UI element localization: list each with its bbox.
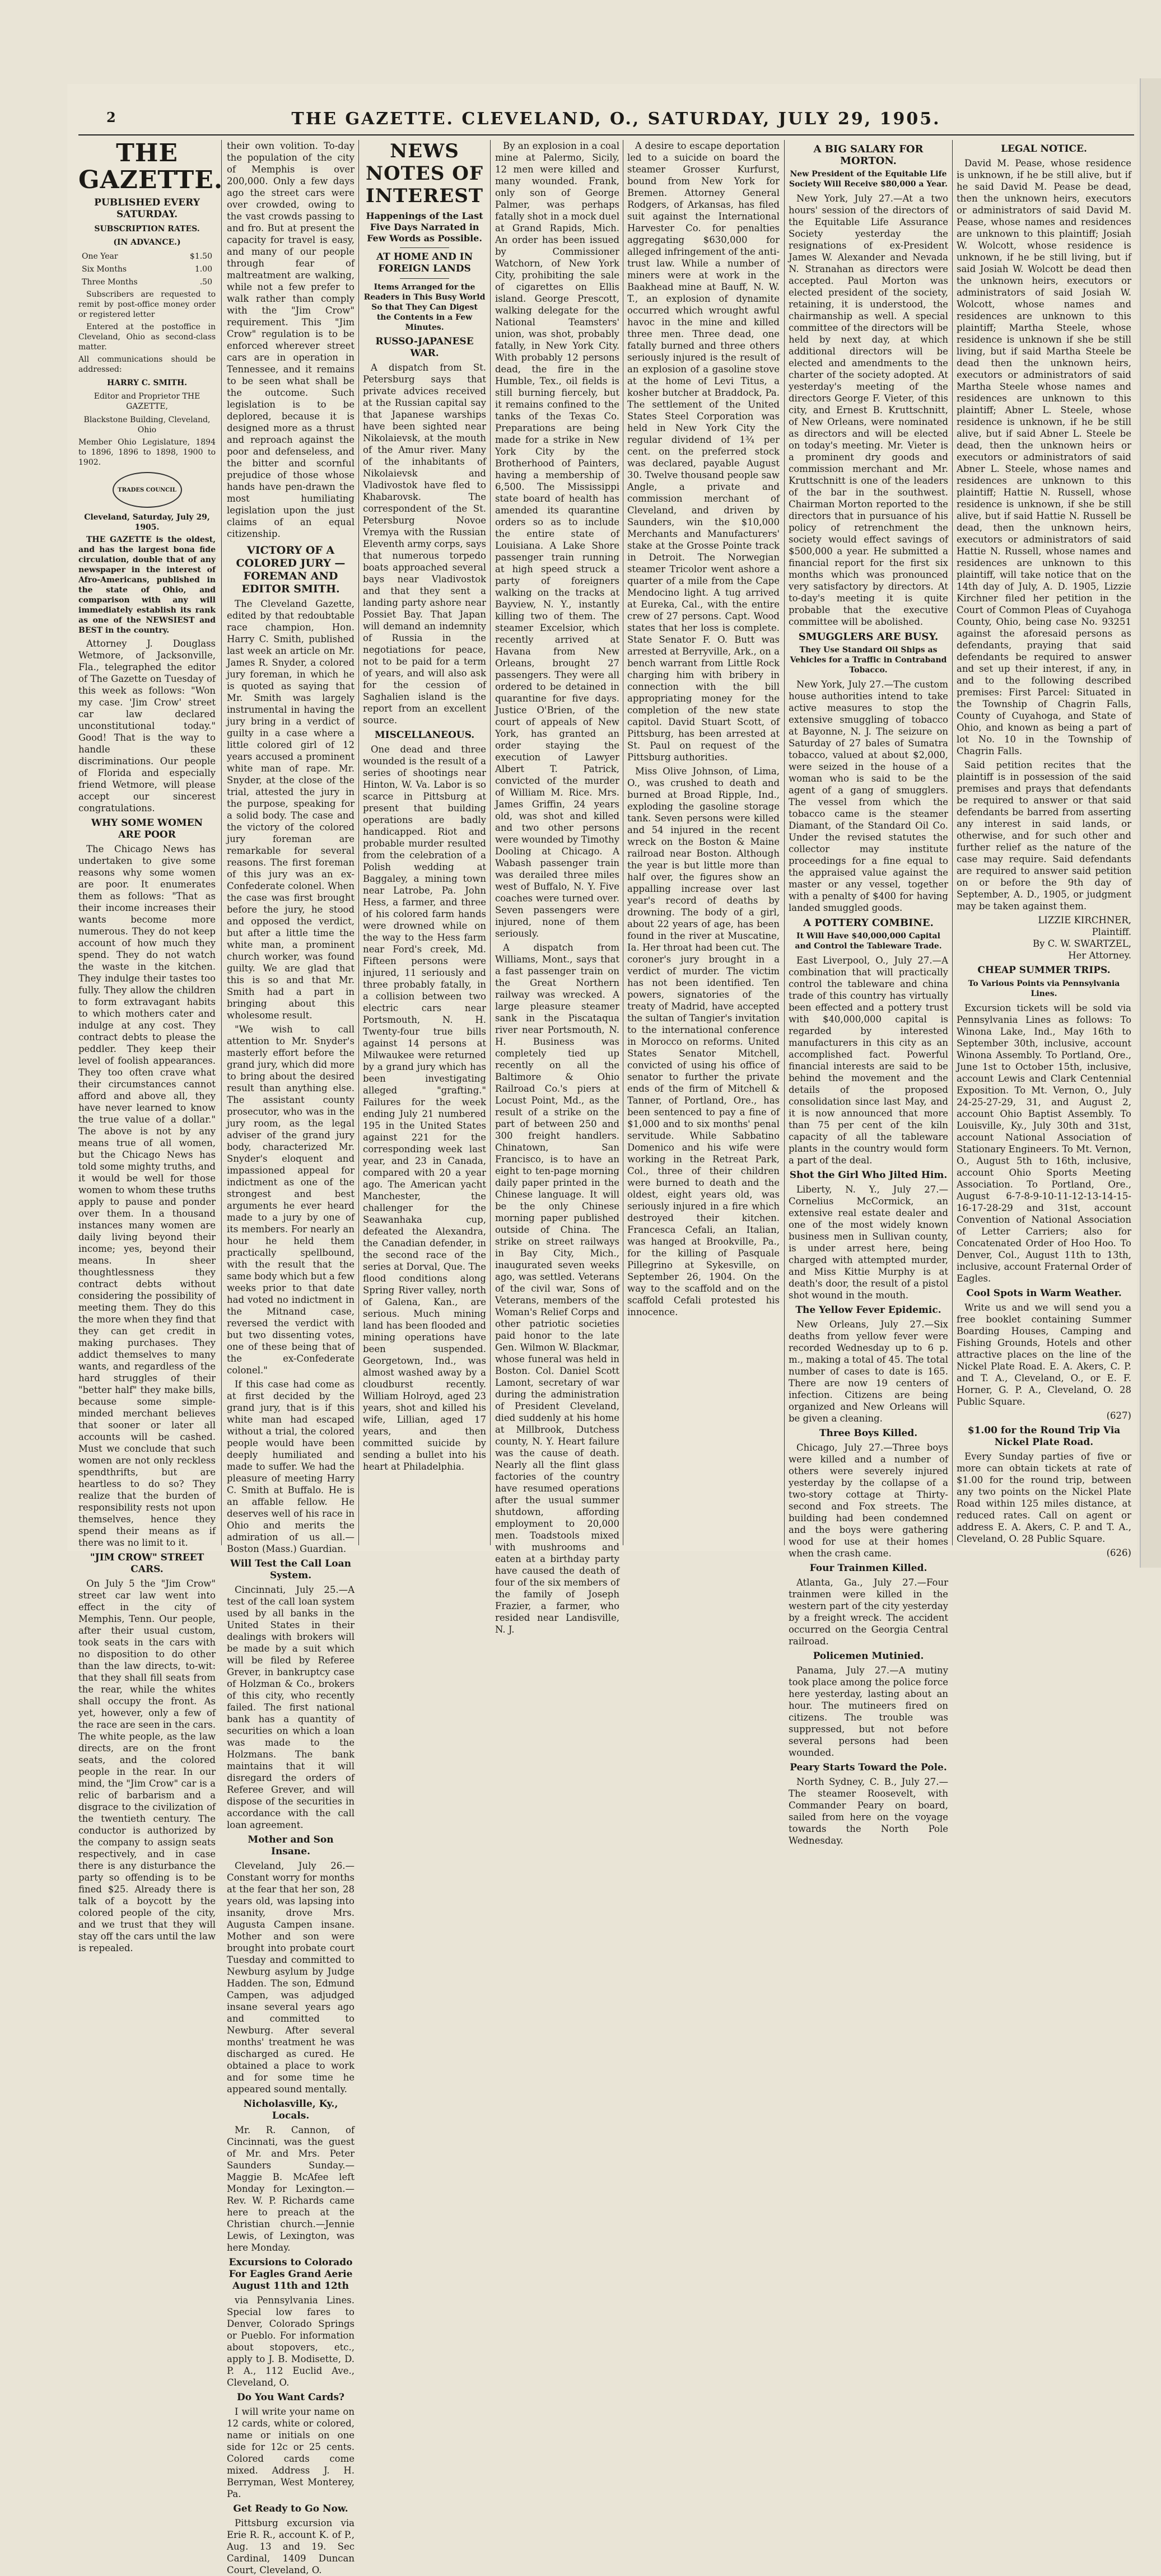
column-2 (227, 140, 355, 2575)
article-round-trip: Every Sunday parties of five or more can obtain tickets at rate of $1.00 for the round trip, between any two points on the Nickel Plate Road within 125 miles distance, at reduced rates. Call on agent or address E. A. Akers, C. P. and T. A., Cleveland, O. 28 Public Square. (957, 1451, 1131, 1544)
round-trip-heading: $1.00 for the Round Trip Via Nickel Plate Road. (967, 1425, 1121, 1448)
news-notes-deck: Happenings of the Last Five Days Narrated in Few Words as Possible. (366, 211, 483, 244)
sig-name: LIZZIE KIRCHNER, (1038, 915, 1131, 925)
column-7 (957, 140, 1131, 1558)
loan-heading: Will Test the Call Loan System. (230, 1558, 351, 1581)
nicholasville-heading: Nicholasville, Ky., Locals. (243, 2098, 338, 2121)
article-summer: Excursion tickets will be sold via Pennsylvania Lines as follows: To Winona Lake, Ind., May 16th to September 30th, inclusive, account Winona Assembly. To Portland, Ore., June 1st to October 15th, inclusive, account Lewis and Clark Centennial Exposition. To Mt. Vernon, O., July 24-25-27-29, 31, and August 2, account Ohio Baptist Assembly. To Louisville, Ky., July 30th and 31st, account National Association of Stationary Engineers. To Mt. Vernon, O., August 5th to 16th, inclusive, account Ohio Sports Meeting Association. To Portland, Ore., August 6-7-8-9-10-11-12-13-14-15-16-17-28-29 and 31st, account Convention of National Association of Letter Carriers; also for Concatenated Order of Hoo Hoo. To Denver, Col., August 11th to 13th, inclusive, account Fraternal Order of Eagles. (957, 1003, 1131, 1284)
shot-heading: Shot the Girl Who Jilted Him. (789, 1170, 948, 1181)
summer-heading: CHEAP SUMMER TRIPS. (977, 965, 1111, 976)
subscribers-note: Subscribers are requested to remit by post-office money order or registered letter (78, 290, 216, 319)
published-line: PUBLISHED EVERY SATURDAY. (94, 197, 200, 220)
article-peary: North Sydney, C. B., July 27.—The steamer Roosevelt, with Commander Peary on board, sailed from here on the voyage towards the North Pole Wednesday. (789, 1776, 948, 1846)
excursion-heading: Excursions to Colorado For Eagles Grand Aerie August 11th and 12th (229, 2257, 353, 2292)
article-smugglers: New York, July 27.—The custom house authorities intend to take active measures to stop the extensive smuggling of tobacco at Bayonne, N. J. The seizure on Saturday of 27 bales of Sumatra tobacco, valued at about $2,000, were seized in the house of a woman who is said to be the agent of a gang of smugglers. The vessel from which the tobacco came is the steamer Diamant, of the Standard Oil Co. Under the revised statutes the collector may institute proceedings for a fine equal to the appraised value against the master or any vessel, together with a penalty of $400 for having landed smuggled goods. (789, 679, 948, 913)
circulation-boast: THE GAZETTE is the oldest, and has the largest bona fide circulation, double that of any newspaper in the interest of Afro-Americans, published in the state of Ohio, and comparison with any will immediately establish its rank as one of the NEWSIEST and BEST in the country. (78, 535, 216, 635)
divider (400, 278, 449, 279)
items-deck: Items Arranged for the Readers in This Busy World So that They Can Digest the Contents in a Few Minutes. (363, 283, 486, 332)
subscription-heading: SUBSCRIPTION RATES. (94, 225, 200, 233)
article-women: The Chicago News has undertaken to give some reasons why some women are poor. It enumerates them as follows: "That as their income increases their wants become more numerous. They do not keep account of how much they spend. They do not watch the waste in the kitchen. They indulge their tastes too fully. They allow the children to form extravagant habits to which mothers cater and indulge at any cost. They contract debts to please the peddler. They keep their level of foolish appearances. They too often crave what their circumstances cannot afford and above all, they have never learned to know the true value of a dollar." The above is not by any means true of all women, but the Chicago News has told some mighty truths, and it would be well for those women to whom these truths apply to pause and ponder over them. In a thousand instances many women are daily living beyond their income; yes, beyond their means. In sheer thoughtlessness they contract debts without considering the possibility of meeting them. They do this the more when they find that they can get credit in making purchases. They addict themselves to many wants, and regardless of the hard struggles of their "better half" they make bills, because some simple-minded merchant believes that sooner or later all accounts will be cashed. Must we conclude that such women are not only reckless spendthrifts, but are heartless to do so? They realize that the burden of responsibility rests not upon themselves, hence they spend their means as if there was no limit to it. (78, 844, 216, 1548)
trainmen-heading: Four Trainmen Killed. (809, 1563, 927, 1574)
article-victory-quote: "We wish to call attention to Mr. Snyder's masterly effort before the grand jury, which did more to bring about the desired result than anything else. The assistant county prosecutor, who was in the jury room, as the legal adviser of the grand jury body, characterized Mr. Snyder's eloquent and impassioned appeal for indictment as one of the strongest and best arguments he ever heard made to a jury by one of its members. For nearly an hour he held them practically spellbound, with the result that the same body which but a few weeks prior to that date had voted no indictment in the Mitnand case, reversed the verdict with but two dissenting votes, one of these being that of the ex-Confederate colonel." (227, 1024, 355, 1376)
jimcrow-heading: "JIM CROW" STREET CARS. (90, 1552, 204, 1575)
article-jimcrow: On July 5 the "Jim Crow" street car law went into effect in the city of Memphis, Tenn. Our people, after their usual custom, took seats in the cars with no disposition to do other than the law directs, to-wit: that they shall fill seats from the rear, while the whites shall occupy the front. As yet, however, only a few of the race are seen in the cars. The white people, as the law directs, are on the front seats, and the colored people in the rear. In our mind, the "Jim Crow" car is a relic of barbarism and a disgrace to the civilization of the twentieth century. The conductor is authorized by the company to assign seats respectively, and in case there is any disturbance the party so offending is to be fined $25. Already there is talk of a boycott by the colored people of the city, and we trust that they will stay off the cars until the law is repealed. (78, 1578, 216, 1953)
rate-row (80, 251, 215, 263)
page-header (106, 109, 1126, 132)
rate-value: 1.00 (194, 265, 212, 274)
rate-value: .50 (199, 278, 212, 287)
column-3 (363, 140, 486, 1545)
sig-name: By C. W. SWARTZEL, (1033, 938, 1131, 949)
article-nicholasville: Mr. R. Cannon, of Cincinnati, was the guest of Mr. and Mrs. Peter Saunders Sunday.—Maggie B. McAfee left Monday for Lexington.—Rev. W. P. Richards came here to preach at the Christian church.—Jennie Lewis, of Lexington, was here Monday. (227, 2125, 355, 2253)
article-victory-end: If this case had come as at first decided by the grand jury, that is if this white man had escaped without a trial, the colored people would have been deeply humiliated and made to suffer. We had the pleasure of meeting Harry C. Smith at Buffalo. He is an affable fellow. He deserves well of his race in Ohio and merits the admiration of us all.—Boston (Mass.) Guardian. (227, 1379, 355, 1554)
editor-title: Editor and Proprietor THE GAZETTE, (94, 392, 201, 411)
rate-label: Three Months (82, 278, 138, 287)
article-mother: Cleveland, July 26.—Constant worry for months at the fear that her son, 28 years old, was lapsing into insanity, drove Mrs. Augusta Campen insane. Mother and son were brought into probate court Tuesday and committed to Newburg asylum by Judge Hadden. The son, Edmund Campen, was adjudged insane several years ago and committed to Newburg. After several months' treatment he was discharged as cured. He obtained a place to work and for some time he appeared sound mentally. (227, 1860, 355, 2095)
entered-note: Entered at the postoffice in Cleveland, Ohio as second-class matter. (78, 322, 216, 352)
legal-notice-body: David M. Pease, whose residence is unknown, if he be still alive, but if he said David M. Pease be dead, then the unknown heirs, executors or administrators of said David M. Pease, whose names and residences are unknown to this plaintiff; Josiah W. Wolcott, whose residence is unknown, if he be still living, but if said Josiah W. Wolcott be dead then the unknown heirs, executors or administrators of said Josiah W. Wolcott, whose names and residences are unknown to this plaintiff; Martha Steele, whose residence is unknown if she be still living, but if said Martha Steele be dead then the unknown heirs, executors or administrators of said Martha Steele whose names and residences are unknown to this plaintiff; Abner L. Steele, whose residence is unknown, if he be still alive, but if said Abner L. Steele be dead, then the unknown heirs or executors or administrators of said Abner L. Steele, whose names and residences are unknown to this plaintiff; Hattie N. Russell, whose residence is unknown, if she be still alive, but if said Hattie N. Russell be dead, then the unknown heirs, executors or administrators of said Hattie N. Russell, whose names and residences are unknown to this plaintiff, will take notice that on the 14th day of July, A. D. 1905, Lizzie Kirchner filed her petition in the Court of Common Pleas of Cuyahoga County, Ohio, being case No. 93251 against the aforesaid persons as defendants, praying that said defendants be required to answer and set up their interest, if any, in and to the following described premises: First Parcel: Situated in the Township of Chagrin Falls, County of Cuyahoga, and State of Ohio, and known as being a part of lot No. 10 in the Township of Chagrin Falls. (957, 158, 1131, 756)
smugglers-deck: They Use Standard Oil Ships as Vehicles for a Traffic in Contraband Tobacco. (790, 646, 947, 675)
rate-label: Six Months (82, 265, 127, 274)
column-rule (952, 140, 953, 1545)
misc-heading: MISCELLANEOUS. (374, 730, 475, 741)
signature-attorney (957, 938, 1131, 961)
article-ready: Pittsburg excursion via Erie R. R., account K. of P., Aug. 13 and 19. Sec Cardinal, 1409 Duncan Court, Cleveland, O. (227, 2518, 355, 2575)
legal-heading: LEGAL NOTICE. (1001, 143, 1087, 155)
article-cards: I will write your name on 12 cards, white or colored, name or initials on one side for 12c or 25 cents. Colored cards come mixed. Address J. H. Berryman, West Monterey, Pa. (227, 2406, 355, 2499)
editor-address: Blackstone Building, Cleveland, Ohio (83, 415, 211, 434)
article-pottery: East Liverpool, O., July 27.—A combination that will practically control the tableware and china trade of this country has virtually been effected and a pottery trust with $40,000,000 capital is regarded by interested manufacturers in this city as an accomplished fact. Powerful financial interests are said to be behind the movement and the details of the proposed consolidation since last May, and it is now announced that more than 75 per cent of the kiln capacity of all the tableware plants in the country would form a part of the deal. (789, 955, 948, 1166)
home-foreign-heading: AT HOME AND IN FOREIGN LANDS (376, 251, 473, 274)
news-items-4: Miss Olive Johnson, of Lima, O., was crushed to death and burned at Broad Ripple, Ind., exploding the gasoline storage tank. Seven persons were killed and 54 injured in the recent wreck on the Boston & Maine railroad near Boston. Although the year is but little more than half over, the figures show an appalling increase over last year's record of deaths by drowning. The body of a girl, about 22 years of age, has been found in the river at Muscatine, Ia. Her throat had been cut. The coroner's jury brought in a verdict of murder. The victim has not been identified. Ten powers, signatories of the treaty of Madrid, have accepted the sultan of Tangier's invitation to the international conference in Morocco on reforms. United States Senator Mitchell, convicted of using his office of senator to further the private ends of the firm of Mitchell & Tanner, of Portland, Ore., has been sentenced to pay a fine of $1,000 and to six months' penal servitude. While Sabbatino Domenico and his wife were working in the Retreat Park, Col., three of their children were burned to death and the oldest, eight years old, was seriously injured in a fire which destroyed their kitchen. Francesca Cefali, an Italian, was hanged at Brookville, Pa., for the killing of Pasquale Pillegrino at Sykesville, on September 26, 1904. On the way to the scaffold and on the scaffold Cefali protested his innocence. (627, 766, 780, 1317)
morton-heading: A BIG SALARY FOR MORTON. (813, 143, 924, 167)
column-1 (78, 139, 223, 1953)
pottery-heading: A POTTERY COMBINE. (803, 917, 934, 929)
fever-heading: The Yellow Fever Epidemic. (795, 1305, 941, 1316)
article-victory: The Cleveland Gazette, edited by that redoubtable race champion, Hon. Harry C. Smith, published last week an article on Mr. James R. Snyder, a colored jury foreman, in which he is quoted as saying that Mr. Smith was largely instrumental in having the jury bring in a verdict of guilty in a case where a little colored girl of 12 years accused a prominent white man of rape. Mr. Snyder, at the close of the trial, attested the jury in the purpose, speaking for a solid body. The case and the victory of the colored jury foreman are remarkable for several reasons. The first foreman of this jury was an ex-Confederate colonel. When the case was first brought before the jury, he stood and opposed the verdict, but after a little time the white man, a prominent church worker, was found guilty. We are glad that this is so and that Mr. Smith had a part in bringing about this wholesome result. (227, 599, 355, 1021)
union-label-seal (113, 472, 182, 508)
article-morton: New York, July 27.—At a two hours' session of the directors of the Equitable Life Assurance Society yesterday the resignations of ex-President James W. Alexander and Nevada N. Stranahan as directors were accepted. Paul Morton was elected president of the society, retaining, it is understood, the chairmanship as well. A special committee of the directors will be held by next day, at which additional directors will be elected and amendments to the charter of the society adopted. At yesterday's meeting of the directors George F. Vieter, of this city, and Ernest B. Kruttschnitt, of New Orleans, were nominated as directors and will be elected on today's meeting. Mr. Vieter is a prominent dry goods and commission merchant and Mr. Kruttschnitt is one of the leaders of the bar in the southwest. Chairman Morton reported to the directors that in pursuance of his policy of retrenchment the society would effect savings of $500,000 a year. He submitted a financial report for the first six months which was pronounced very satisfactory by directors. At to-day's meeting it is quite probable that the executive committee will be abolished. (789, 193, 948, 627)
legislature: Member Ohio Legislature, 1894 to 1896, 1896 to 1898, 1900 to 1902. (78, 438, 216, 467)
rate-value: $1.50 (189, 252, 212, 261)
ad-number: (627) (1106, 1410, 1131, 1421)
article-trainmen: Atlanta, Ga., July 27.—Four trainmen were killed in the western part of the city yesterday by a freight wreck. The accident occurred on the Georgia Central railroad. (789, 1577, 948, 1647)
mother-heading: Mother and Son Insane. (248, 1834, 334, 1857)
boys-heading: Three Boys Killed. (819, 1428, 918, 1439)
ad-number: (626) (1106, 1548, 1131, 1558)
dateline: Cleveland, Saturday, July 29, 1905. (84, 513, 210, 532)
page-number: 2 (106, 109, 116, 125)
legal-notice-end: Said petition recites that the plaintiff is in possession of the said premises and prays that defendants be required to answer or that said defendants be barred from asserting any interest in said lands, or otherwise, and for such other and further relief as the nature of the case may require. Said defendants are required to answer said petition on or before the 9th day of September, A. D., 1905, or judgment may be taken against them. (957, 760, 1131, 911)
signature-plaintiff (957, 914, 1131, 938)
column-5 (627, 140, 780, 1545)
news-items-2: A dispatch from Williams, Mont., says that a fast passenger train on the Great Northern railway was wrecked. A large pleasure steamer sank in the Piscataqua river near Portsmouth, N. H. Business was completely tied up recently on all the Baltimore & Ohio Railroad Co.'s piers at Locust Point, Md., as the result of a strike on the part of between 250 and 300 freight handlers. Chinatown, San Francisco, is to have an eight to ten-page morning daily paper printed in the Chinese language. It will be the only Chinese morning paper published outside of China. The strike on street railways in Bay City, Mich., inaugurated seven weeks ago, was settled. Veterans of the civil war, Sons of Veterans, members of the Woman's Relief Corps and other patriotic societies paid honor to the late Gen. Wilmon W. Blackmar, whose funeral was held in Boston. Col. Daniel Scott Lamont, secretary of war during the administration of President Cleveland, died suddenly at his home at Millbrook, Dutchess county, N. Y. Heart failure was the cause of death. Nearly all the flint glass factories of the country have resumed operations after the usual summer shutdown, affording employment to 20,000 men. Toadstools mixed with mushrooms and eaten at a birthday party have caused the death of four of the six members of the family of Joseph Frazier, a farmer, who resided near Landisville, N. J. (495, 942, 619, 1635)
in-advance: (IN ADVANCE.) (113, 238, 181, 247)
news-notes-title: NEWS NOTES OF INTEREST (365, 140, 484, 207)
article-wetmore: Attorney J. Douglass Wetmore, of Jacksonville, Fla., telegraphed the editor of The Gazette on Tuesday of this week as follows: "Won my case. 'Jim Crow' street car law declared unconstitutional today." Good! That is the way to handle these discriminations. Our people of Florida and especially friend Wetmore, will please accept our sincerest congratulations. (78, 638, 216, 814)
police-heading: Policemen Mutinied. (813, 1651, 924, 1662)
summer-deck: To Various Points via Pennsylvania Lines. (968, 979, 1120, 998)
russo-heading: RUSSO-JAPANESE WAR. (375, 336, 474, 359)
victory-heading: VICTORY OF A COLORED JURY —FOREMAN AND EDITOR SMITH. (236, 544, 346, 595)
header-rule (78, 134, 1134, 135)
editor-name: HARRY C. SMITH. (106, 378, 188, 387)
column-rule (784, 140, 785, 1545)
article-police: Panama, July 27.—A mutiny took place among the police force here yesterday, lasting about an hour. The mutineers fired on citizens. The trouble was suppressed, but not before several persons had been wounded. (789, 1665, 948, 1758)
gazette-title: THE GAZETTE. (78, 139, 223, 194)
article-loan: Cincinnati, July 25.—A test of the call loan system used by all banks in the United States in their dealings with brokers will be made by a suit which will be filed by Referee Grever, in bankruptcy case of Holzman & Co., brokers of this city, who recently failed. The first national bank has a quantity of securities on which a loan was made to the Holzmans. The bank maintains that it will disregard the orders of Referee Grever, and will dispose of the securities in accordance with the call loan agreement. (227, 1584, 355, 1830)
article-shot: Liberty, N. Y., July 27.—Cornelius McCormick, an extensive real estate dealer and one of the most widely known business men in Sullivan county, is under arrest here, being charged with attempted murder, and Miss Kittie Murphy is at death's door, the result of a pistol shot wound in the mouth. (789, 1184, 948, 1301)
communications: All communications should be addressed: (78, 355, 216, 374)
masthead: THE GAZETTE. CLEVELAND, O., SATURDAY, JULY 29, 1905. (291, 109, 941, 129)
column-rule (358, 140, 359, 1545)
article-cool: Write us and we will send you a free booklet containing Summer Boarding Houses, Camping and Fishing Grounds, Hotels and other attractive places on the line of the Nickel Plate Road. E. A. Akers, C. P. and T. A., Cleveland, O., or E. F. Horner, G. P. A., Cleveland, O. 28 Public Square. (957, 1302, 1131, 1407)
morton-deck: New President of the Equitable Life Society Will Receive $80,000 a Year. (789, 170, 948, 189)
smugglers-heading: SMUGGLERS ARE BUSY. (798, 631, 939, 643)
column-4 (495, 140, 619, 1635)
rates-table (78, 250, 216, 289)
sig-role: Plaintiff. (1092, 927, 1131, 937)
column-rule (490, 140, 491, 1545)
news-items-3: A desire to escape deportation led to a suicide on board the steamer Grosser Kurfurst, bound from New York for Bremen. Attorney General Rodgers, of Arkansas, has filed suit against the International Harvester Co. for penalties aggregating $630,000 for alleged infringement of the anti-trust law. While a number of miners were at work in the Baakhead mine at Bauff, N. W. T., an explosion of dynamite occurred which wrought awful havoc in the mine and killed three men. Three dead, one fatally burned and three others seriously injured is the result of an explosion of a gasoline stove at the home of Levi Titus, a kosher butcher at Braddock, Pa. The settlement of the United States Steel Corporation was held in New York City the regular dividend of 1¾ per cent. on the preferred stock was declared, payable August 30. Twelve thousand people saw Angle, a private and commission merchant of Cleveland, and driven by Saunders, win the $10,000 Merchants and Manufacturers' stake at the Grosse Pointe track in Detroit. The Norwegian steamer Tricolor went ashore a quarter of a mile from the Cape Mendocino light. A tug arrived at Eureka, Cal., with the entire crew of 27 persons. Capt. Wood states that her loss is complete. State Senator F. O. Butt was arrested at Berryville, Ark., on a bench warrant from Little Rock charging him with bribery in connection with the bill appropriating money for the completion of the new state capitol. David Stuart Scott, of Pittsburg, has been arrested at St. Paul on request of the Pittsburg authorities. (627, 141, 780, 763)
peary-heading: Peary Starts Toward the Pole. (790, 1762, 947, 1773)
column-6 (789, 140, 948, 1846)
women-heading: WHY SOME WOMEN ARE POOR (91, 817, 203, 840)
divider (400, 247, 449, 248)
article-misc: One dead and three wounded is the result of a series of shootings near Hinton, W. Va. Labor is so scarce in Pittsburg at present that building operations are badly handicapped. Riot and probable murder resulted from the celebration of a Polish wedding at Baggaley, a mining town near Latrobe, Pa. John Hess, a farmer, and three of his colored farm hands were drowned while on the way to the Hess farm near Ford's creek, Md. Fifteen persons were injured, 11 seriously and three probably fatally, in a collision between two electric cars near Portsmouth, N. H. Twenty-four true bills against 14 persons at Milwaukee were returned by a grand jury which has been investigating alleged "grafting." Failures for the week ending July 21 numbered 195 in the United States against 221 for the corresponding week last year, and 23 in Canada, compared with 20 a year ago. The American yacht Manchester, the challenger for the Seawanhaka cup, defeated the Alexandra, the Canadian defender, in the second race of the series at Dorval, Que. The flood conditions along Spring River valley, north of Galena, Kan., are serious. Much mining land has been flooded and mining operations have been suspended. Georgetown, Ind., was almost washed away by a cloudburst recently. William Holroyd, aged 23 years, shot and killed his wife, Lillian, aged 17 years, and then committed suicide by sending a bullet into his heart at Philadelphia. (363, 744, 486, 1472)
column-rule (221, 140, 222, 1545)
rate-row (80, 264, 215, 275)
seal-text: TRADES COUNCIL (118, 487, 176, 493)
cards-heading: Do You Want Cards? (237, 2392, 344, 2403)
sig-role: Her Attorney. (1068, 950, 1131, 961)
cool-heading: Cool Spots in Warm Weather. (966, 1288, 1122, 1299)
article-boys: Chicago, July 27.—Three boys were killed and a number of others were severely injured yesterday by the collapse of a two-story cottage at Thirty-second and Fox streets. The building had been condemned and the boys were gathering wood for use at their homes when the crash came. (789, 1442, 948, 1559)
page-edge (1140, 78, 1161, 1568)
rate-label: One Year (82, 252, 118, 261)
pottery-deck: It Will Have $40,000,000 Capital and Control the Tableware Trade. (795, 932, 942, 951)
ready-heading: Get Ready to Go Now. (233, 2503, 348, 2514)
rate-row (80, 277, 215, 288)
jimcrow-continued: their own volition. To-day the population of the city of Memphis is over 200,000. Only a few days ago the street cars were over crowded, owing to the vast crowds passing to and fro. But at present the capacity for travel is easy, and many of our people through fear of maltreatment are walking, while not a few prefer to walk rather than comply with the "Jim Crow" requirement. This "Jim Crow" regulation is to be enforced wherever street cars are in operation in Tennessee, and it remains to be seen what shall be the outcome. Such legislation is to be deplored, because it is designed more as a thrust and reproach against the poor and defenseless, and the bitter and scornful prejudice of those whose hands have pen-drawn the most humiliating legislation upon the just claims of an equal citizenship. (227, 141, 355, 539)
article-russo: A dispatch from St. Petersburg says that private advices received at the Russian capital say that Japanese warships have been sighted near Nikolaievsk, at the mouth of the Amur river. Many of the inhabitants of Nikolaievsk and Vladivostok have fled to Khabarovsk. The correspondent of the St. Petersburg Novoe Vremya with the Russian Eleventh army corps, says that numerous torpedo boats approached several bays near Vladivostok and that they sent a landing party ashore near Possiet Bay. That Japan will demand an indemnity of Russia in the negotiations for peace, not to be paid for a term of years, and will also ask for the cession of Saghalien island is the report from an excellent source. (363, 362, 486, 726)
news-items-1: By an explosion in a coal mine at Palermo, Sicily, 12 men were killed and many wounded. Frank, only son of George Palmer, was perhaps fatally shot in a mock duel at Grand Rapids, Mich. An order has been issued by Commissioner Watchorn, of New York City, prohibiting the sale of cigarettes on Ellis island. George Prescott, walking delegate for the National Teamsters' union, was shot, probably fatally, in New York City. With probably 12 persons dead, the fire in the Humble, Tex., oil fields is still burning fiercely, but it remains confined to the tanks of the Texas Co. Preparations are being made for a strike in New York City by the Brotherhood of Painters, having a membership of 6,500. The Mississippi state board of health has amended its quarantine orders so as to include the entire state of Louisiana. A Lake Shore passenger train running at high speed struck a party of foreigners walking on the tracks at Bayview, N. Y., instantly killing two of them. The steamer Excelsior, which recently arrived at Havana from New Orleans, brought 27 passengers. They were all ordered to be detained in quarantine for five days. Justice O'Brien, of the court of appeals of New York, has granted an order staying the execution of Lawyer Albert T. Patrick, convicted of the murder of William M. Rice. Mrs. James Griffin, 24 years old, was shot and killed and two other persons were wounded by Timothy Dooling at Chicago. A Wabash passenger train was derailed three miles west of Buffalo, N. Y. Five coaches were turned over. Seven passengers were injured, none of them seriously. (495, 141, 619, 939)
article-fever: New Orleans, July 27.—Six deaths from yellow fever were recorded Wednesday up to 6 p. m., making a total of 45. The total number of cases to date is 165. There are now 19 centers of infection. Citizens are being organized and New Orleans will be given a cleaning. (789, 1319, 948, 1424)
article-excursion: via Pennsylvania Lines. Special low fares to Denver, Colorado Springs or Pueblo. For information about stopovers, etc., apply to J. B. Modisette, D. P. A., 112 Euclid Ave., Cleveland, O. (227, 2295, 355, 2388)
